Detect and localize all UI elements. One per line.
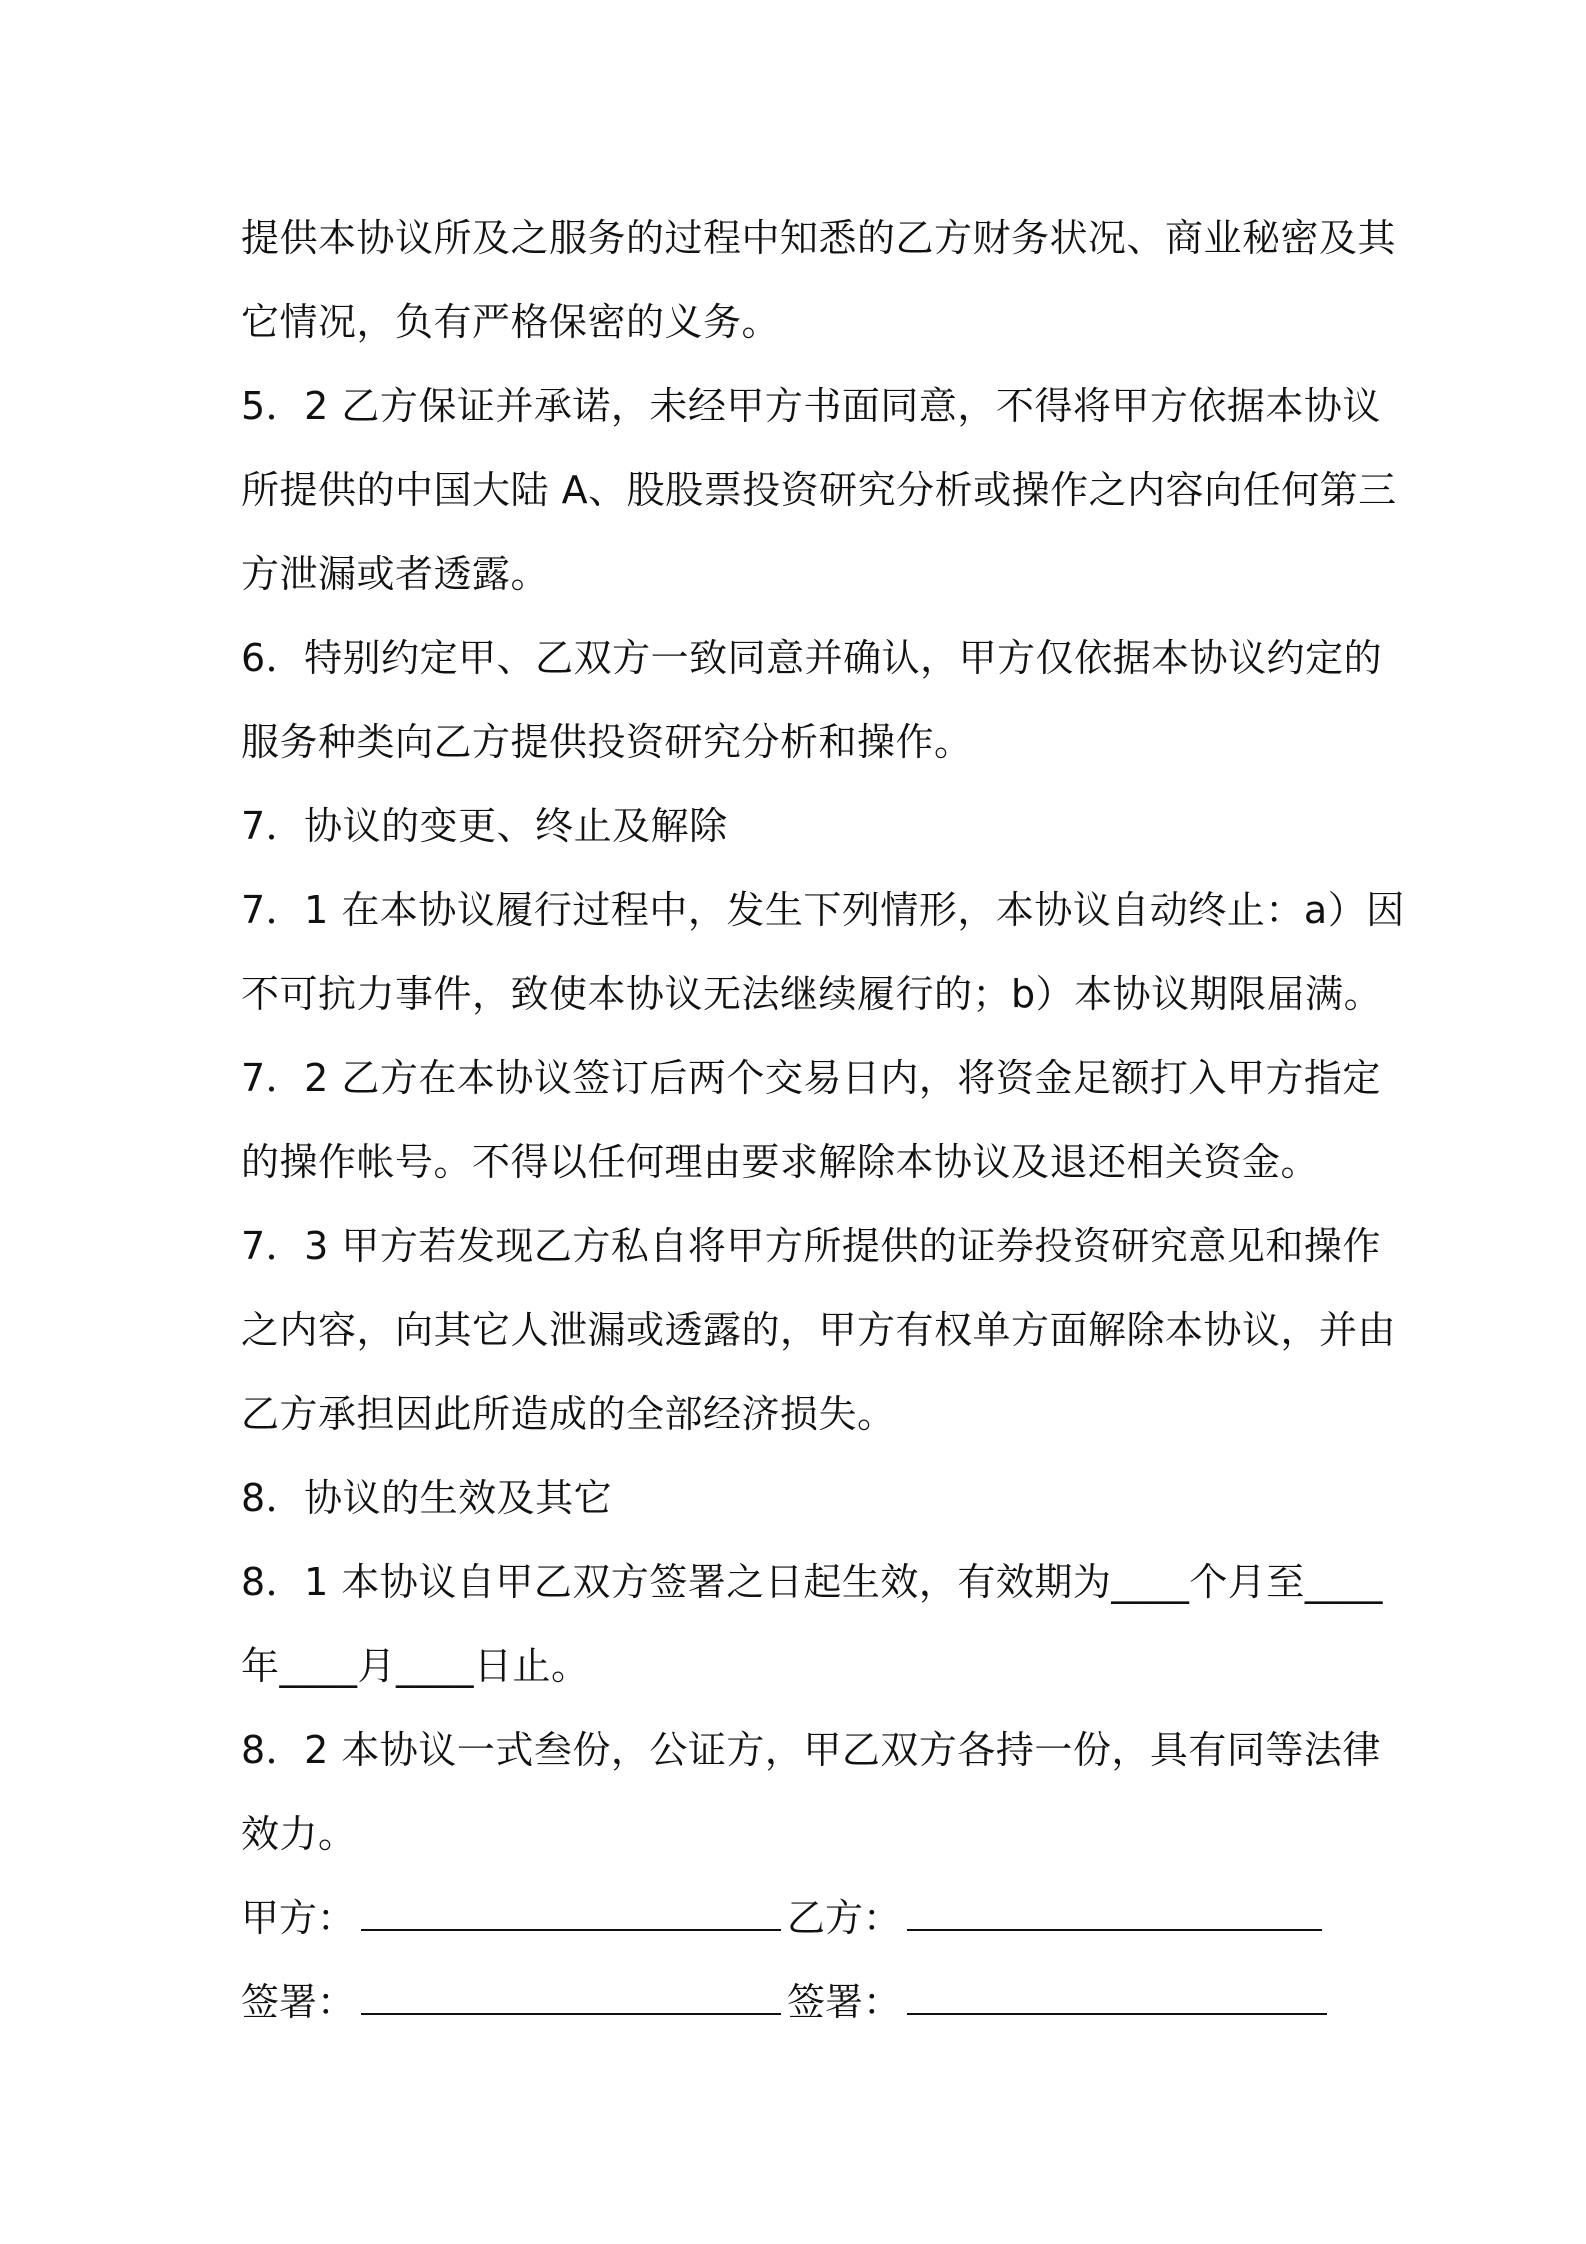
party-a-label: 甲方： <box>241 1896 356 1940</box>
signature-row-party <box>241 1876 1361 1960</box>
text-line: 7．2 乙方在本协议签订后两个交易日内，将资金足额打入甲方指定 <box>241 1056 1381 1100</box>
text-line: 7．1 在本协议履行过程中，发生下列情形，本协议自动终止：a）因 <box>241 888 1405 932</box>
document-body <box>241 196 1405 2044</box>
text-line: 8．1 本协议自甲乙双方签署之日起生效，有效期为____个月至____ <box>241 1560 1383 1604</box>
text-line: 的操作帐号。不得以任何理由要求解除本协议及退还相关资金。 <box>241 1140 1320 1184</box>
signature-row-sign <box>241 1960 1361 2044</box>
text-line: 不可抗力事件，致使本协议无法继续履行的；b）本协议期限届满。 <box>241 972 1383 1016</box>
text-line: 6．特别约定甲、乙双方一致同意并确认，甲方仅依据本协议约定的 <box>241 636 1383 680</box>
section-heading: 8．协议的生效及其它 <box>241 1476 613 1520</box>
party-a-sign-label: 签署： <box>241 1980 356 2024</box>
text-line: 7．3 甲方若发现乙方私自将甲方所提供的证券投资研究意见和操作 <box>241 1224 1381 1268</box>
text-line: 提供本协议所及之服务的过程中知悉的乙方财务状况、商业秘密及其 <box>241 216 1397 260</box>
party-a-sign-blank[interactable] <box>361 1983 781 2015</box>
party-b-label: 乙方： <box>787 1896 902 1940</box>
text-line: 它情况，负有严格保密的义务。 <box>241 300 781 344</box>
text-line: 所提供的中国大陆 A、股股票投资研究分析或操作之内容向任何第三 <box>241 468 1397 512</box>
text-line: 服务种类向乙方提供投资研究分析和操作。 <box>241 720 973 764</box>
text-line: 8．2 本协议一式叁份，公证方，甲乙双方各持一份，具有同等法律 <box>241 1728 1381 1772</box>
text-line: 5．2 乙方保证并承诺，未经甲方书面同意，不得将甲方依据本协议 <box>241 384 1381 428</box>
section-heading: 7．协议的变更、终止及解除 <box>241 804 728 848</box>
party-b-blank[interactable] <box>907 1899 1322 1931</box>
text-line: 年____月____日止。 <box>241 1644 590 1688</box>
text-line: 之内容，向其它人泄漏或透露的，甲方有权单方面解除本协议，并由 <box>241 1308 1397 1352</box>
party-b-sign-label: 签署： <box>787 1980 902 2024</box>
party-a-blank[interactable] <box>361 1899 781 1931</box>
party-b-sign-blank[interactable] <box>907 1983 1327 2015</box>
text-line: 乙方承担因此所造成的全部经济损失。 <box>241 1392 896 1436</box>
text-line: 效力。 <box>241 1812 357 1856</box>
text-line: 方泄漏或者透露。 <box>241 552 550 596</box>
